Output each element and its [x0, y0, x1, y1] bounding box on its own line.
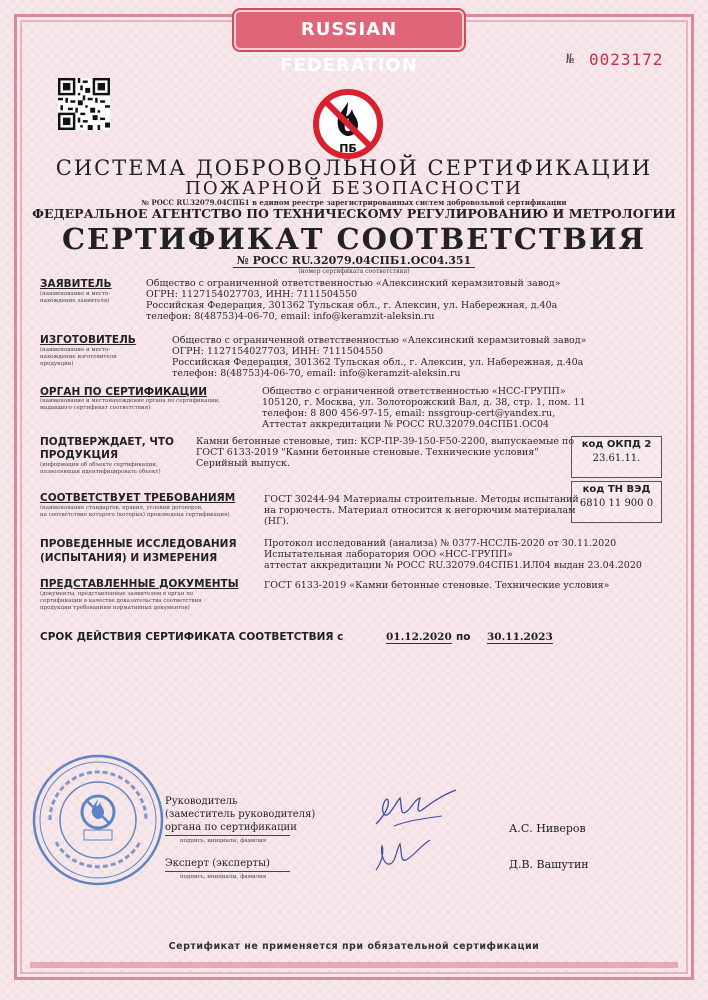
head-name: А.С. Ниверов	[509, 822, 586, 835]
system-title: СИСТЕМА ДОБРОВОЛЬНОЙ СЕРТИФИКАЦИИ	[55, 156, 653, 180]
certificate-number-caption: (номер сертификата соответствия)	[298, 268, 410, 275]
expert-signature	[372, 836, 432, 876]
requirements-text: ГОСТ 30244-94 Материалы строительные. Методы испытаний на горючесть. Материал относится к негорючим материалам (НГ).	[264, 494, 579, 527]
expert-signature-caption: подпись, инициалы, фамилия	[180, 874, 267, 880]
validity-to: 30.11.2023	[487, 631, 553, 643]
applicant-caption: (наименование и место- нахождение заявителя)	[40, 291, 111, 304]
cert-body-text: Общество с ограниченной ответственностью «НСС-ГРУПП» 105120, г. Москва, ул. Золоторожский Вал, д. 38, стр. 1, пом. 11 телефон: 8 800 456-97-15, email: nssgroup-cert@yandex.ru, Аттестат аккредитации № РОСС RU.32079.04СПБ1.ОС04	[262, 386, 586, 430]
tnved-code-box	[571, 481, 662, 523]
research-label-line1: ПРОВЕДЕННЫЕ ИССЛЕДОВАНИЯ	[40, 538, 237, 550]
applicant-text: Общество с ограниченной ответственностью «Алексинский керамзитовый завод» ОГРН: 1127154027703, ИНН: 7111504550 Российская Федерация, 301362 Тульская обл., г. Алексин, ул. Набережная, д.40а телефон: 8(48753)4-06-70, email: info@keramzit-aleksin.ru	[146, 278, 561, 322]
validity-to-label: по	[456, 631, 471, 643]
documents-label: ПРЕДСТАВЛЕННЫЕ ДОКУМЕНТЫ	[40, 578, 239, 590]
expert-label: Эксперт (эксперты)	[165, 858, 270, 869]
product-text: Камни бетонные стеновые, тип: КСР-ПР-39-150-F50-2200, выпускаемые по ГОСТ 6133-2019 "Камни бетонные стеновые. Технические условия" Серийный выпуск.	[196, 436, 575, 469]
okpd-label: код ОКПД 2	[581, 439, 652, 450]
head-label-line3: органа по сертификации	[165, 822, 297, 833]
registry-note: № РОСС RU.32079.04СПБ1 в едином реестре зарегистрированных систем добровольной сертификации	[141, 198, 567, 207]
certification-stamp-icon	[30, 752, 166, 888]
cert-body-label: ОРГАН ПО СЕРТИФИКАЦИИ	[40, 386, 208, 398]
head-signature	[370, 786, 460, 832]
agency-name: ФЕДЕРАЛЬНОЕ АГЕНТСТВО ПО ТЕХНИЧЕСКОМУ РЕГУЛИРОВАНИЮ И МЕТРОЛОГИИ	[32, 206, 676, 221]
head-signature-caption: подпись, инициалы, фамилия	[180, 838, 267, 844]
certificate-title: СЕРТИФИКАТ СООТВЕТСТВИЯ	[61, 222, 647, 256]
fire-safety-emblem-icon	[312, 88, 384, 160]
country-banner: RUSSIAN FEDERATION	[234, 10, 464, 50]
tnved-label: код ТН ВЭД	[582, 484, 651, 495]
requirements-caption: (наименование стандартов, правил, условий договоров, на соответствие которого (которых) произведена сертификация)	[40, 505, 230, 518]
manufacturer-caption: (наименование и место- нахождение изготовителя продукции)	[40, 347, 117, 367]
certificate-number: № РОСС RU.32079.04СПБ1.ОС04.351	[0, 254, 708, 267]
product-caption: (информация об объекте сертификации, позволяющая идентифицировать объект)	[40, 462, 161, 475]
tnved-value: 6810 11 900 0	[579, 498, 654, 509]
applicant-label: ЗАЯВИТЕЛЬ	[40, 278, 112, 290]
head-label-line1: Руководитель	[165, 796, 238, 807]
research-text: Протокол исследований (анализа) № 0377-НССЛБ-2020 от 30.11.2020 Испытательная лаборатория ООО «НСС-ГРУПП» аттестат аккредитации № РОСС RU.32079.04СПБ1.ИЛ04 выдан 23.04.2020	[264, 538, 642, 571]
blank-number-label: №	[566, 52, 574, 67]
expert-signature-line	[165, 871, 290, 872]
research-label-line2: (ИСПЫТАНИЯ) И ИЗМЕРЕНИЯ	[40, 552, 218, 564]
blank-number: 0023172	[589, 50, 664, 69]
cert-body-caption: (наименование и местонахождение органа по сертификации, выдавшего сертификат соответствия)	[40, 398, 221, 411]
requirements-label: СООТВЕТСТВУЕТ ТРЕБОВАНИЯМ	[40, 492, 236, 504]
qr-code-icon	[58, 78, 110, 130]
system-subtitle: ПОЖАРНОЙ БЕЗОПАСНОСТИ	[185, 178, 523, 199]
head-signature-line	[165, 835, 290, 836]
okpd-code-box	[571, 436, 662, 478]
validity-label: СРОК ДЕЙСТВИЯ СЕРТИФИКАТА СООТВЕТСТВИЯ с	[40, 631, 344, 643]
bottom-strip	[30, 962, 678, 968]
documents-text: ГОСТ 6133-2019 «Камни бетонные стеновые. Технические условия»	[264, 580, 610, 591]
product-label-line2: ПРОДУКЦИЯ	[40, 449, 119, 461]
emblem-text: ПБ	[339, 142, 357, 155]
validity-from: 01.12.2020	[386, 631, 452, 643]
manufacturer-text: Общество с ограниченной ответственностью «Алексинский керамзитовый завод» ОГРН: 1127154027703, ИНН: 7111504550 Российская Федерация, 301362 Тульская обл., г. Алексин, ул. Набережная, д.40а телефон: 8(48753)4-06-70, email: info@keramzit-aleksin.ru	[172, 335, 587, 379]
footer-notice: Сертификат не применяется при обязательной сертификации	[168, 941, 540, 952]
head-label-line2: (заместитель руководителя)	[165, 809, 316, 820]
manufacturer-label: ИЗГОТОВИТЕЛЬ	[40, 334, 136, 346]
documents-caption: (документы, представленные заявителем в орган по сертификации в качестве доказательства соответствия продукции требованиям нормативных документов)	[40, 591, 202, 611]
expert-name: Д.В. Вашутин	[509, 858, 589, 871]
product-label-line1: ПОДТВЕРЖДАЕТ, ЧТО	[40, 436, 174, 448]
okpd-value: 23.61.11.	[592, 453, 641, 464]
